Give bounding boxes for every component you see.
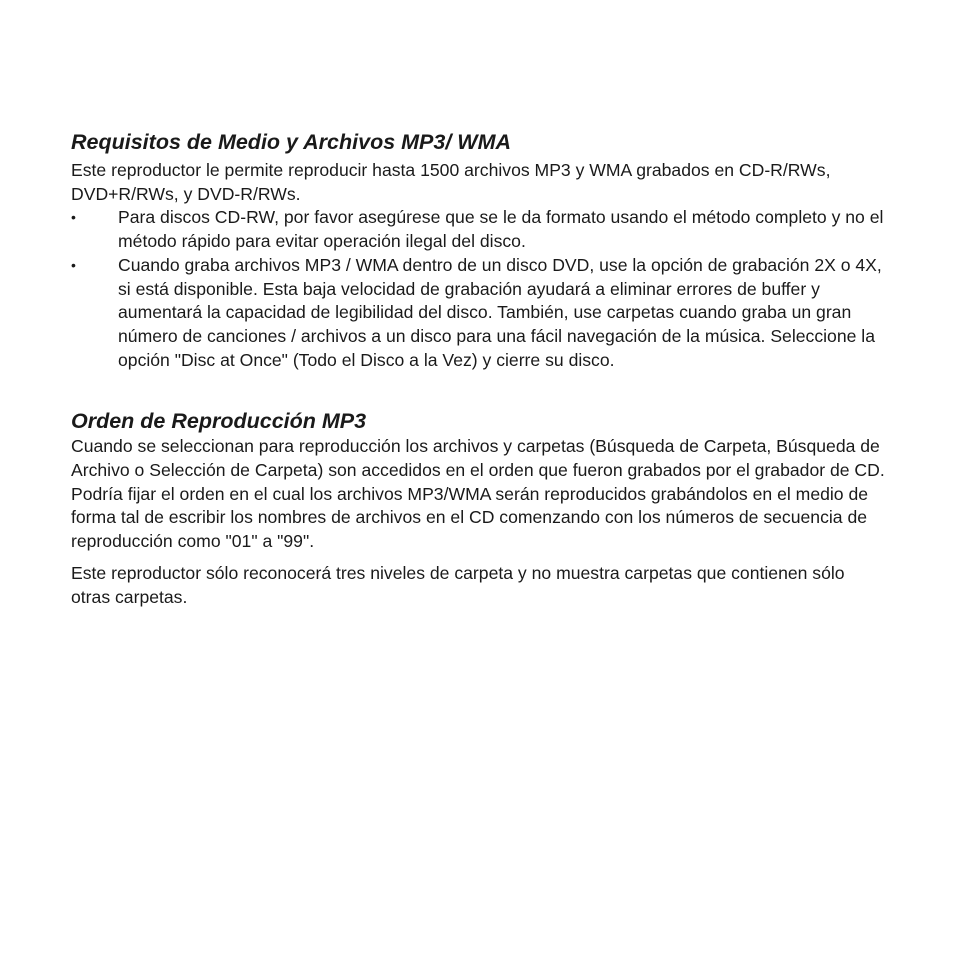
list-item-text: Para discos CD-RW, por favor asegúrese que se le da formato usando el método completo y no el método rápido para evitar operación ilegal del disco. bbox=[118, 207, 884, 252]
body-paragraph: Cuando se seleccionan para reproducción los archivos y carpetas (Búsqueda de Carpeta, Búsqueda de Archivo o Selección de Carpeta) son accedidos en el orden que fueron grabados por el grabador de CD. Podría fijar el orden en el cual los archivos MP3/WMA serán reproducidos grabándolos en el medio de forma tal de escribir los nombres de archivos en el CD comenzando con los números de secuencia de reproducción como "01" a "99". bbox=[71, 436, 885, 552]
document-page bbox=[71, 128, 886, 609]
body-paragraph: Este reproductor sólo reconocerá tres niveles de carpeta y no muestra carpetas que contienen sólo otras carpetas. bbox=[71, 562, 845, 607]
list-item-text: Cuando graba archivos MP3 / WMA dentro de un disco DVD, use la opción de grabación 2X o 4X, si está disponible. Esta baja velocidad de grabación ayudará a eliminar errores de buffer y aumentará la capacidad de legibilidad del disco. También, use carpetas cuando graba un gran número de canciones / archivos a un disco para una fácil navegación de la música. Seleccione la opción "Disc at Once" (Todo el Disco a la Vez) y cierre su disco. bbox=[118, 254, 882, 370]
requirements-list bbox=[71, 206, 886, 372]
bullet-marker: • bbox=[71, 256, 76, 273]
list-item bbox=[71, 254, 886, 373]
list-item bbox=[71, 206, 886, 253]
bullet-marker: • bbox=[71, 209, 76, 226]
section-playback-order bbox=[71, 407, 886, 609]
section-title: Orden de Reproducción MP3 bbox=[71, 409, 367, 434]
intro-paragraph: Este reproductor le permite reproducir hasta 1500 archivos MP3 y WMA grabados en CD-R/RWs, DVD+R/RWs, y DVD-R/RWs. bbox=[71, 160, 831, 204]
section-media-requirements bbox=[71, 128, 886, 372]
section-title: Requisitos de Medio y Archivos MP3/ WMA bbox=[71, 130, 512, 154]
